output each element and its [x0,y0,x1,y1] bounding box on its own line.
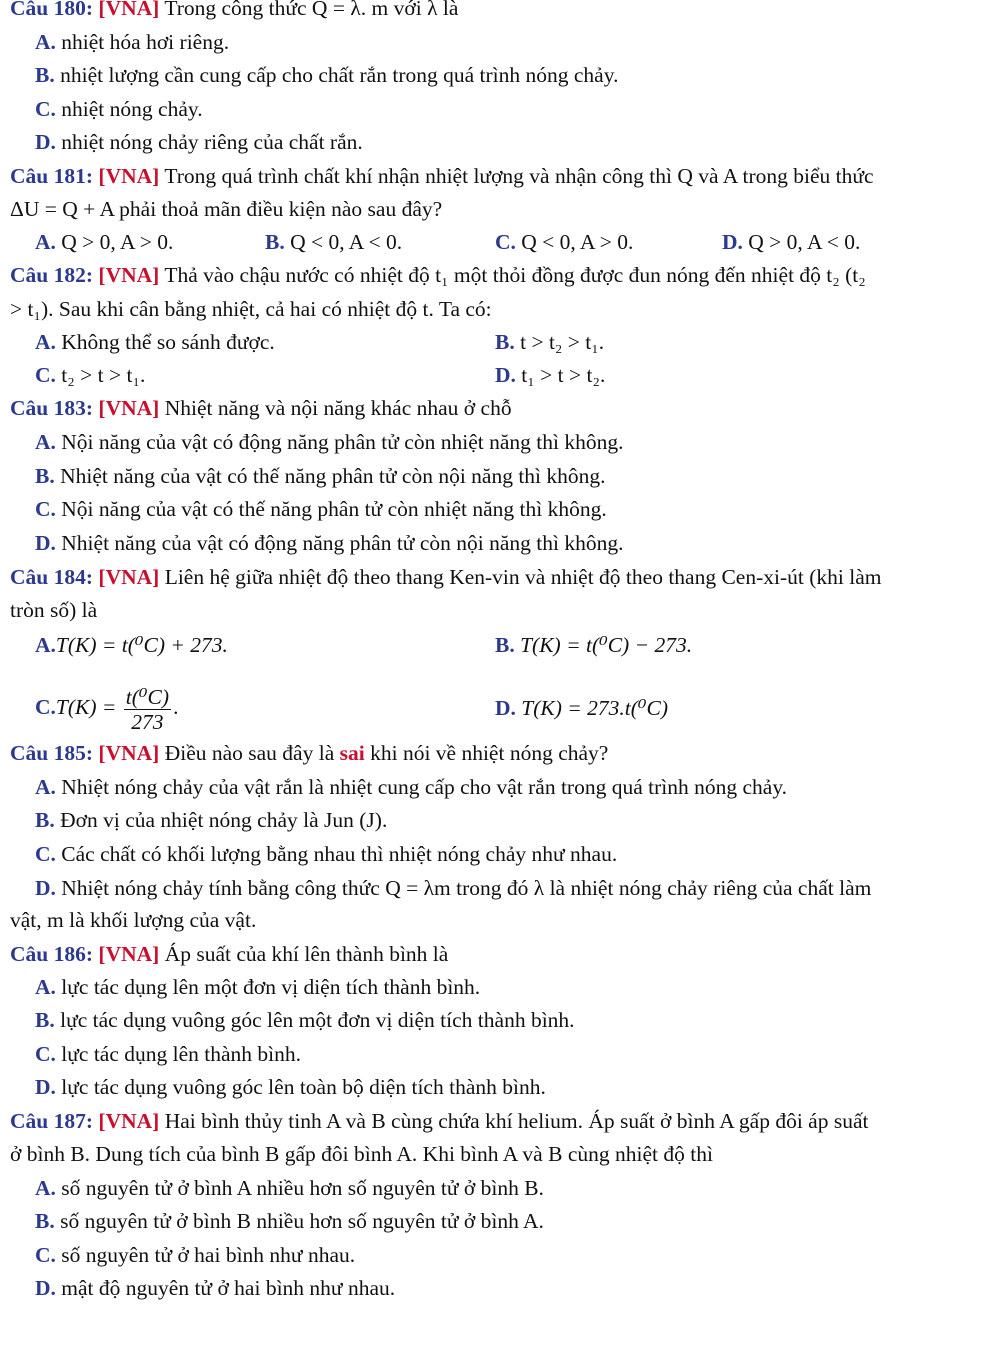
stem-text: Thả vào chậu nước có nhiệt độ t₁ một thỏi đồng được đun nóng đến nhiệt độ t₂ (t₂ [164,263,866,287]
option-label: D. [722,230,743,254]
option-label: A. [35,633,56,657]
option-d [35,1074,546,1100]
question-tag: [VNA] [98,164,160,188]
question-number: Câu 186: [10,942,94,966]
option-text: t₂ > t > t₁. [61,363,146,387]
stem-text: Nhiệt năng và nội năng khác nhau ở chỗ [164,396,512,420]
stem-text: Áp suất của khí lên thành bình là [164,942,449,966]
option-label: A. [35,30,56,54]
option-label: B. [35,1008,55,1032]
stem-text: Trong công thức Q = λ. m với λ là [164,0,459,20]
option-a [35,774,787,800]
stem-text: Điều nào sau đây là [164,741,340,765]
option-label: D. [35,531,56,555]
option-text: t > t₂ > t₁. [520,330,605,354]
option-d-cont: vật, m là khối lượng của vật. [10,908,257,932]
option-d [35,1275,395,1301]
option-label: D. [35,876,56,900]
stem-emphasis: sai [339,741,365,765]
option-c [35,362,145,388]
option-text: Các chất có khối lượng bằng nhau thì nhiệt nóng chảy như nhau. [61,842,618,866]
option-text: nhiệt nóng chảy riêng của chất rắn. [61,130,363,154]
stem-text: Liên hệ giữa nhiệt độ theo thang Ken-vin và nhiệt độ theo thang Cen-xi-út (khi làm [164,565,882,589]
option-text: t₁ > t > t₂. [521,363,606,387]
option-label: C. [495,230,516,254]
option-text: lực tác dụng vuông góc lên toàn bộ diện tích thành bình. [61,1075,546,1099]
option-text: lực tác dụng vuông góc lên một đơn vị diện tích thành bình. [60,1008,575,1032]
option-label: D. [35,130,56,154]
question-number: Câu 184: [10,565,94,589]
option-a [35,229,173,255]
option-text: Nội năng của vật có động năng phân tử còn nhiệt năng thì không. [61,430,624,454]
question-tag: [VNA] [98,741,160,765]
option-label: A. [35,775,56,799]
option-d [35,530,623,556]
option-text: Q > 0, A < 0. [748,230,861,254]
stem-text: Hai bình thủy tinh A và B cùng chứa khí helium. Áp suất ở bình A gấp đôi áp suất [164,1109,869,1133]
question-tag: [VNA] [98,263,160,287]
option-label: B. [35,63,55,87]
question-number: Câu 185: [10,741,94,765]
question-186-stem [10,941,448,967]
option-b [35,1007,575,1033]
option-text: lực tác dụng lên thành bình. [61,1042,302,1066]
option-label: B. [265,230,285,254]
option-text: Nhiệt năng của vật có động năng phân tử còn nội năng thì không. [61,531,624,555]
option-a [35,29,229,55]
option-b [35,62,618,88]
option-c [35,96,203,122]
option-label: B. [495,633,515,657]
question-184-stem-cont: tròn số) là [10,598,98,622]
question-tag: [VNA] [98,1109,160,1133]
option-label: D. [495,696,516,720]
option-b [265,229,402,255]
option-b [495,632,692,658]
question-187-stem [10,1108,868,1134]
option-text: Nhiệt nóng chảy tính bằng công thức Q = λm trong đó λ là nhiệt nóng chảy riêng của chất làm [61,876,872,900]
option-text: nhiệt nóng chảy. [61,97,203,121]
formula-lhs: T(K) = [55,695,122,719]
option-label: A. [35,1176,56,1200]
question-tag: [VNA] [98,565,160,589]
option-d [722,229,860,255]
stem-text: Trong quá trình chất khí nhận nhiệt lượng và nhận công thì Q và A trong biểu thức [164,164,874,188]
option-label: C. [35,842,56,866]
question-tag: [VNA] [98,0,160,20]
option-text: Không thể so sánh được. [61,330,275,354]
option-text: nhiệt hóa hơi riêng. [61,30,230,54]
question-tag: [VNA] [98,942,160,966]
option-d [495,695,668,721]
option-text: Nhiệt nóng chảy của vật rắn là nhiệt cung cấp cho vật rắn trong quá trình nóng chảy. [61,775,788,799]
option-text: Đơn vị của nhiệt nóng chảy là Jun (J). [60,808,388,832]
formula: T(K) = t(⁰C) + 273. [55,633,228,657]
option-a [35,632,228,658]
option-d [495,362,605,388]
question-number: Câu 187: [10,1109,94,1133]
question-184-stem [10,564,881,590]
option-c [35,1041,301,1067]
option-text: số nguyên tử ở bình A nhiều hơn số nguyên tử ở bình B. [61,1176,544,1200]
option-c [495,229,633,255]
option-a [35,974,480,1000]
option-label: D. [35,1075,56,1099]
question-number: Câu 183: [10,396,94,420]
question-182-stem-cont: > t₁). Sau khi cân bằng nhiệt, cả hai có nhiệt độ t. Ta có: [10,297,492,321]
option-a [35,329,275,355]
option-a [35,1175,544,1201]
question-181-stem-cont: ΔU = Q + A phải thoả mãn điều kiện nào sau đây? [10,197,443,221]
option-b [35,807,387,833]
option-text: Nhiệt năng của vật có thế năng phân tử còn nội năng thì không. [60,464,606,488]
question-number: Câu 181: [10,164,94,188]
question-187-stem-cont: ở bình B. Dung tích của bình B gấp đôi bình A. Khi bình A và B cùng nhiệt độ thì [10,1142,713,1166]
option-b [35,1208,544,1234]
option-label: D. [495,363,516,387]
fraction [124,685,171,734]
option-label: C. [35,363,56,387]
question-number: Câu 180: [10,0,94,20]
option-c [35,841,617,867]
option-text: Q < 0, A > 0. [521,230,634,254]
question-185-stem [10,740,608,766]
option-label: A. [35,430,56,454]
question-182-stem [10,262,866,288]
option-c [35,1242,355,1268]
option-label: A. [35,230,56,254]
option-label: D. [35,1276,56,1300]
option-d [35,875,871,901]
period: . [173,695,179,719]
question-181-stem [10,163,874,189]
formula: T(K) = t(⁰C) − 273. [520,633,693,657]
option-a [35,429,623,455]
option-text: Nội năng của vật có thế năng phân tử còn nhiệt năng thì không. [61,497,607,521]
option-text: lực tác dụng lên một đơn vị diện tích thành bình. [61,975,481,999]
option-b [35,463,606,489]
option-c [35,496,607,522]
option-text: Q < 0, A < 0. [290,230,403,254]
option-text: nhiệt lượng cần cung cấp cho chất rắn trong quá trình nóng chảy. [60,63,619,87]
question-180-stem [10,0,458,21]
option-label: C. [35,497,56,521]
option-label: C. [35,695,56,719]
option-label: C. [35,1042,56,1066]
option-c [35,683,178,734]
option-label: A. [35,330,56,354]
option-label: A. [35,975,56,999]
option-text: số nguyên tử ở hai bình như nhau. [61,1243,356,1267]
fraction-denominator: 273 [131,709,164,734]
option-d [35,129,363,155]
fraction-numerator: t(⁰C) [125,684,170,709]
option-label: B. [35,808,55,832]
option-label: B. [495,330,515,354]
option-label: B. [35,464,55,488]
option-label: B. [35,1209,55,1233]
stem-text: khi nói về nhiệt nóng chảy? [364,741,609,765]
option-text: Q > 0, A > 0. [61,230,174,254]
option-text: mật độ nguyên tử ở hai bình như nhau. [61,1276,396,1300]
option-label: C. [35,1243,56,1267]
option-b [495,329,604,355]
option-text: số nguyên tử ở bình B nhiều hơn số nguyên tử ở bình A. [60,1209,544,1233]
question-tag: [VNA] [98,396,160,420]
formula: T(K) = 273.t(⁰C) [521,696,669,720]
option-label: C. [35,97,56,121]
question-number: Câu 182: [10,263,94,287]
question-183-stem [10,395,512,421]
